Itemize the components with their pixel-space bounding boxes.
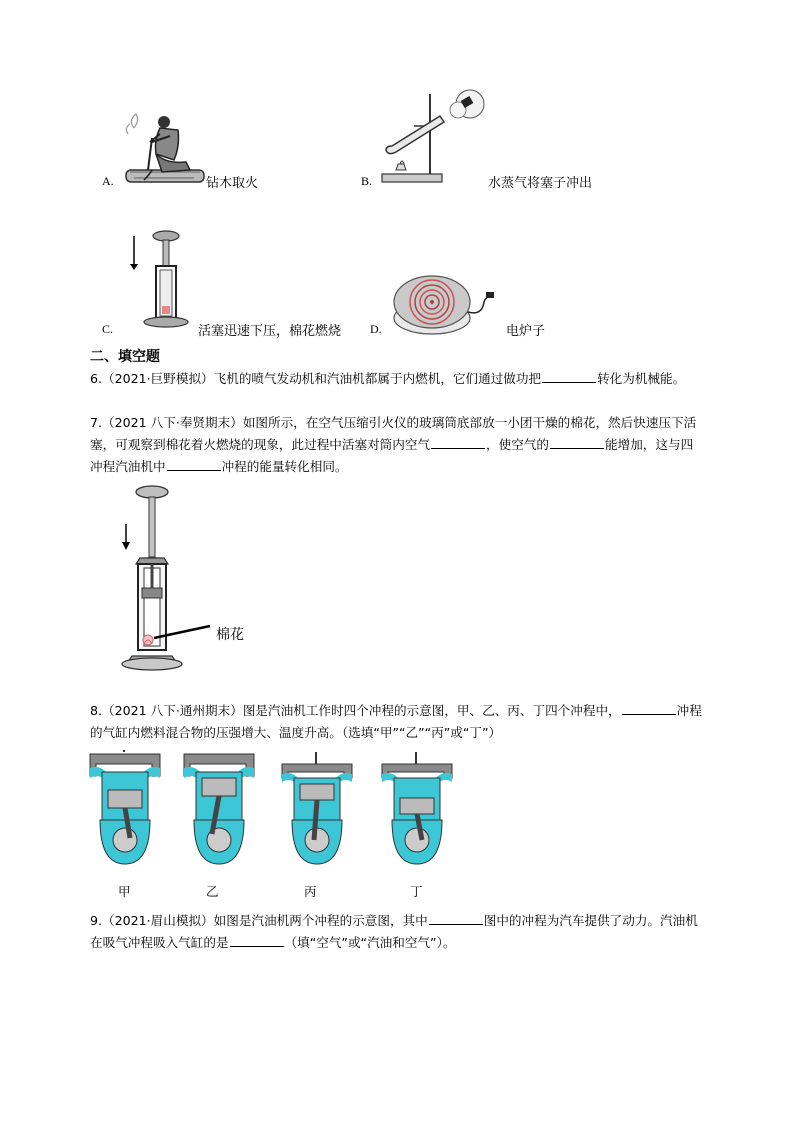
option-b-letter: B. xyxy=(361,174,373,188)
q8-text-1: 8.（2021 八下·通州期末）图是汽油机工作时四个冲程的示意图，甲、乙、丙、丁四个冲程中， xyxy=(90,703,621,718)
q9-blank-1[interactable] xyxy=(429,912,483,925)
q7-text-4: 冲程的能量转化相同。 xyxy=(221,459,348,474)
question-9 xyxy=(90,910,705,954)
question-6 xyxy=(90,368,705,390)
engine-label-bing: 丙 xyxy=(304,884,317,899)
q9-text-2: 图中的冲程为汽车提供了动力。汽油机在吸气冲程吸入气缸的是 xyxy=(90,913,698,950)
q7-text-2: ，使空气的 xyxy=(486,437,549,452)
option-a-text: 钻木取火 xyxy=(206,176,259,191)
cotton-label: 棉花 xyxy=(216,627,244,643)
engine-label-yi: 乙 xyxy=(206,884,219,899)
option-d-text: 电炉子 xyxy=(506,324,546,339)
q9-blank-2[interactable] xyxy=(230,934,284,947)
section-title: 二、填空题 xyxy=(90,349,160,365)
engine-stroke-ding-image xyxy=(380,750,454,868)
q7-blank-2[interactable] xyxy=(550,436,604,449)
question-7 xyxy=(90,412,705,478)
q7-text-3: 能增加，这与四冲程汽油机中 xyxy=(90,437,694,474)
option-b-text: 水蒸气将塞子冲出 xyxy=(488,176,593,191)
q6-text-1: 6.（2021·巨野模拟）飞机的喷气发动机和汽油机都属于内燃机，它们通过做功把 xyxy=(90,371,542,386)
q9-text-3: （填“空气”或“汽油和空气”）。 xyxy=(284,935,456,950)
drilling-wood-fire-image xyxy=(120,108,210,190)
q8-text-2: 冲程的气缸内燃料混合物的压强增大、温度升高。（选填“甲”“乙”“丙”或“丁”） xyxy=(90,703,702,740)
engine-label-ding: 丁 xyxy=(410,884,423,899)
electric-stove-image xyxy=(390,272,500,342)
q7-blank-3[interactable] xyxy=(167,458,221,471)
option-c-text: 活塞迅速下压，棉花燃烧 xyxy=(198,324,342,339)
steam-cork-experiment-image xyxy=(378,86,490,186)
option-a-letter: A. xyxy=(102,174,114,188)
q7-blank-1[interactable] xyxy=(431,436,485,449)
q7-text-1: 7.（2021 八下·奉贤期末）如图所示，在空气压缩引火仪的玻璃筒底部放一小团干燥的棉花，然后快速压下活塞，可观察到棉花着火燃烧的现象，此过程中活塞对筒内空气 xyxy=(90,415,697,452)
engine-stroke-yi-image xyxy=(182,750,256,868)
option-c-letter: C. xyxy=(102,322,114,336)
q9-text-1: 9.（2021·眉山模拟）如图是汽油机两个冲程的示意图，其中 xyxy=(90,913,428,928)
q8-blank[interactable] xyxy=(622,702,676,715)
air-compression-igniter-figure xyxy=(112,480,212,676)
air-compression-igniter-small-image xyxy=(126,228,192,332)
engine-stroke-bing-image xyxy=(280,750,354,868)
option-d-letter: D. xyxy=(370,322,382,336)
engine-stroke-jia-image xyxy=(88,750,162,868)
q6-blank[interactable] xyxy=(542,370,596,383)
engine-label-jia: 甲 xyxy=(118,884,131,899)
question-8 xyxy=(90,700,705,744)
q6-text-2: 转化为机械能。 xyxy=(597,371,686,386)
